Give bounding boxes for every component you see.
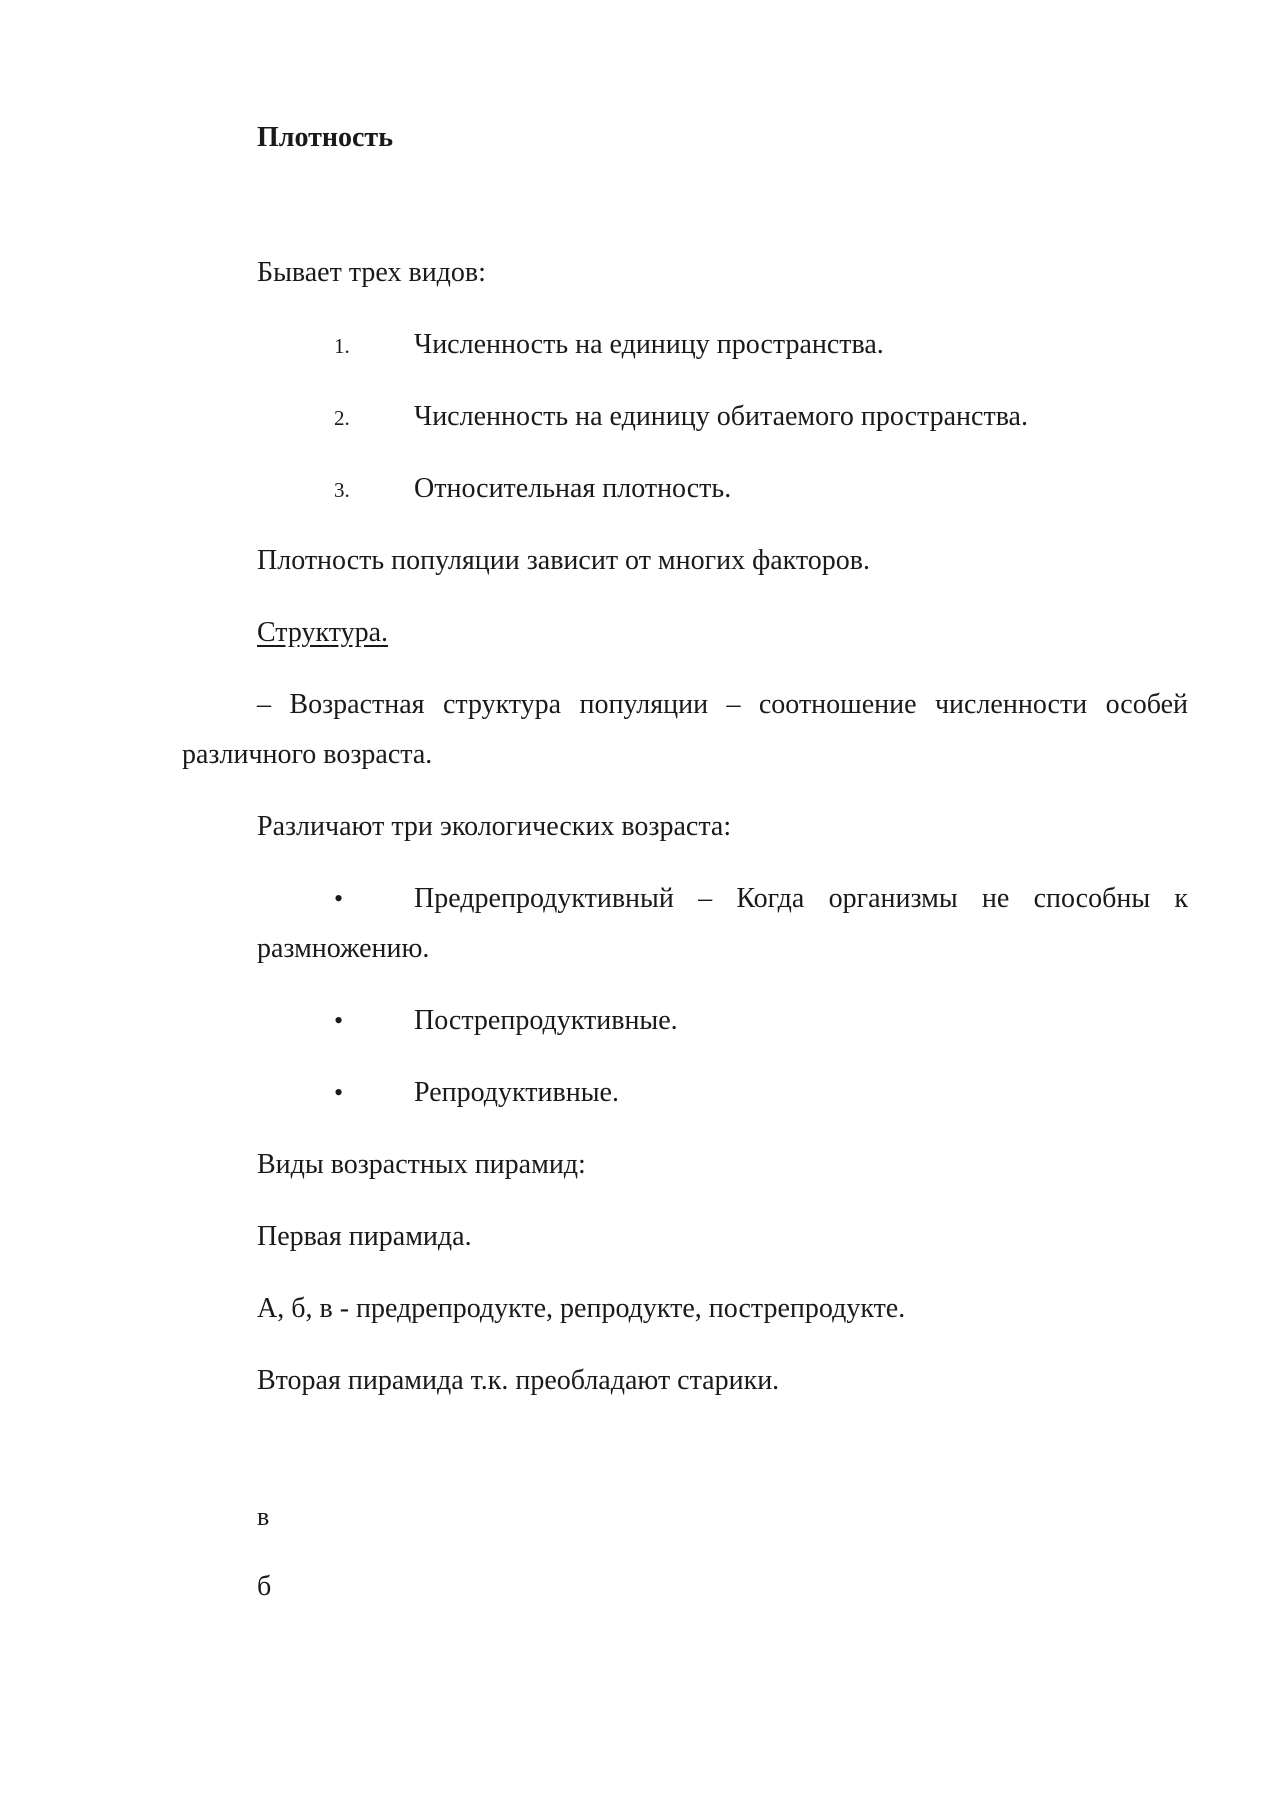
pyramids-intro: Виды возрастных пирамид:	[257, 1149, 586, 1180]
bullet-marker-1: •	[334, 884, 344, 913]
ecological-ages-intro: Различают три экологических возраста:	[257, 811, 732, 842]
bullet-item-1-line-2: размножению.	[257, 933, 430, 964]
bullet-marker-2: •	[334, 1006, 344, 1035]
abc-line: А, б, в - предрепродукте, репродукте, пострепродукте.	[257, 1293, 906, 1324]
age-structure-line-1: – Возрастная структура популяции – соотношение численности особей	[257, 689, 1188, 720]
structure-heading: Структура.	[257, 617, 389, 648]
list-item-3: Относительная плотность.	[414, 473, 732, 504]
age-structure-line-2: различного возраста.	[182, 739, 433, 770]
page-heading: Плотность	[257, 122, 393, 153]
first-pyramid: Первая пирамида.	[257, 1221, 472, 1252]
bullet-marker-3: •	[334, 1078, 344, 1107]
bullet-item-1-line-1: Предрепродуктивный – Когда организмы не способны к	[414, 883, 1188, 914]
list-marker-1: 1.	[334, 334, 350, 358]
second-pyramid: Вторая пирамида т.к. преобладают старики.	[257, 1365, 780, 1396]
bullet-item-2: Пострепродуктивные.	[414, 1005, 678, 1036]
bullet-item-3: Репродуктивные.	[414, 1077, 619, 1108]
pyramid-label-b: б	[257, 1571, 272, 1602]
intro-text: Бывает трех видов:	[257, 257, 486, 288]
list-marker-2: 2.	[334, 406, 350, 430]
list-item-2: Численность на единицу обитаемого пространства.	[414, 401, 1028, 432]
list-marker-3: 3.	[334, 478, 350, 502]
list-item-1: Численность на единицу пространства.	[414, 329, 884, 360]
density-note: Плотность популяции зависит от многих факторов.	[257, 545, 870, 576]
pyramid-label-v: в	[257, 1502, 270, 1531]
